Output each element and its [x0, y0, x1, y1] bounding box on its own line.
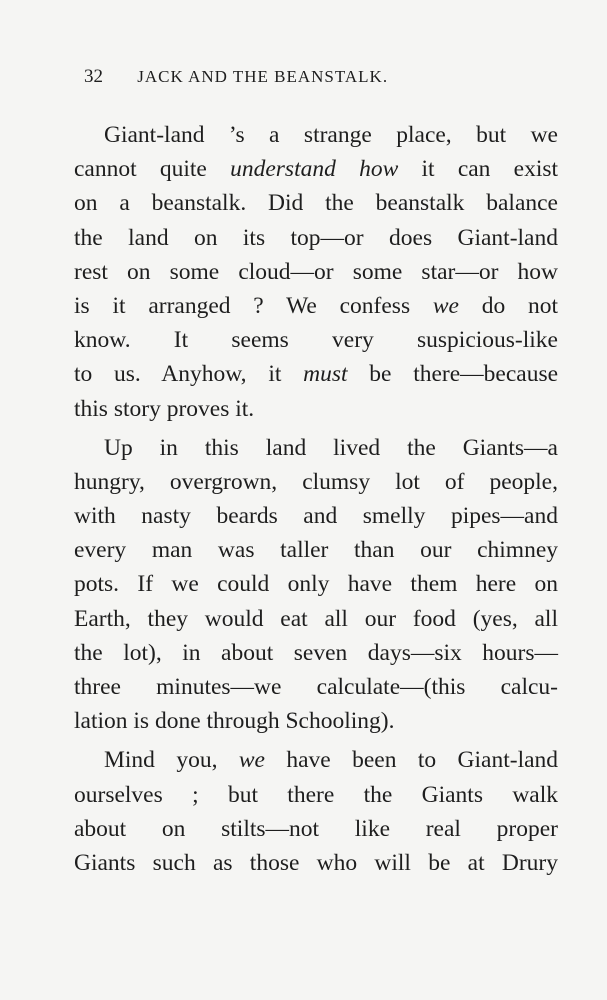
text-line: Mind you, we have been to Giant-land: [104, 747, 559, 774]
text-line: know. It seems very suspicious-like: [74, 327, 558, 354]
text-line: Earth, they would eat all our food (yes, all: [74, 605, 558, 632]
text-line: ourselves ; but there the Giants walk: [74, 781, 558, 808]
text-line: is it arranged ? We confess we do not: [74, 292, 559, 319]
running-title: JACK AND THE BEANSTALK.: [137, 67, 389, 86]
text-line: lation is done through Schooling).: [74, 708, 395, 735]
paragraph: [74, 743, 558, 880]
text-line: hungry, overgrown, clumsy lot of people,: [74, 468, 558, 495]
running-header: [84, 66, 484, 88]
text-line: the land on its top—or does Giant-land: [74, 224, 558, 251]
text-line: to us. Anyhow, it must be there—because: [74, 361, 559, 388]
text-line: every man was taller than our chimney: [74, 537, 558, 564]
text-line: rest on some cloud—or some star—or how: [74, 258, 558, 285]
text-line: with nasty beards and smelly pipes—and: [74, 503, 558, 530]
page-number: 32: [84, 66, 103, 87]
text-line: three minutes—we calculate—(this calcu-: [74, 674, 558, 700]
text-line: Giant-land ’s a strange place, but we: [104, 122, 558, 148]
text-line: pots. If we could only have them here on: [74, 571, 558, 598]
text-line: on a beanstalk. Did the beanstalk balance: [74, 190, 558, 217]
paragraph: [74, 431, 558, 739]
paragraph: [74, 118, 558, 426]
text-line: the lot), in about seven days—six hours—: [74, 639, 558, 666]
text-line: this story proves it.: [74, 395, 255, 422]
text-line: Giants such as those who will be at Drury: [74, 849, 558, 876]
text-line: Up in this land lived the Giants—a: [104, 434, 558, 461]
text-line: cannot quite understand how it can exist: [74, 156, 559, 183]
text-line: about on stilts—not like real proper: [74, 815, 558, 842]
body-text: [74, 118, 558, 885]
